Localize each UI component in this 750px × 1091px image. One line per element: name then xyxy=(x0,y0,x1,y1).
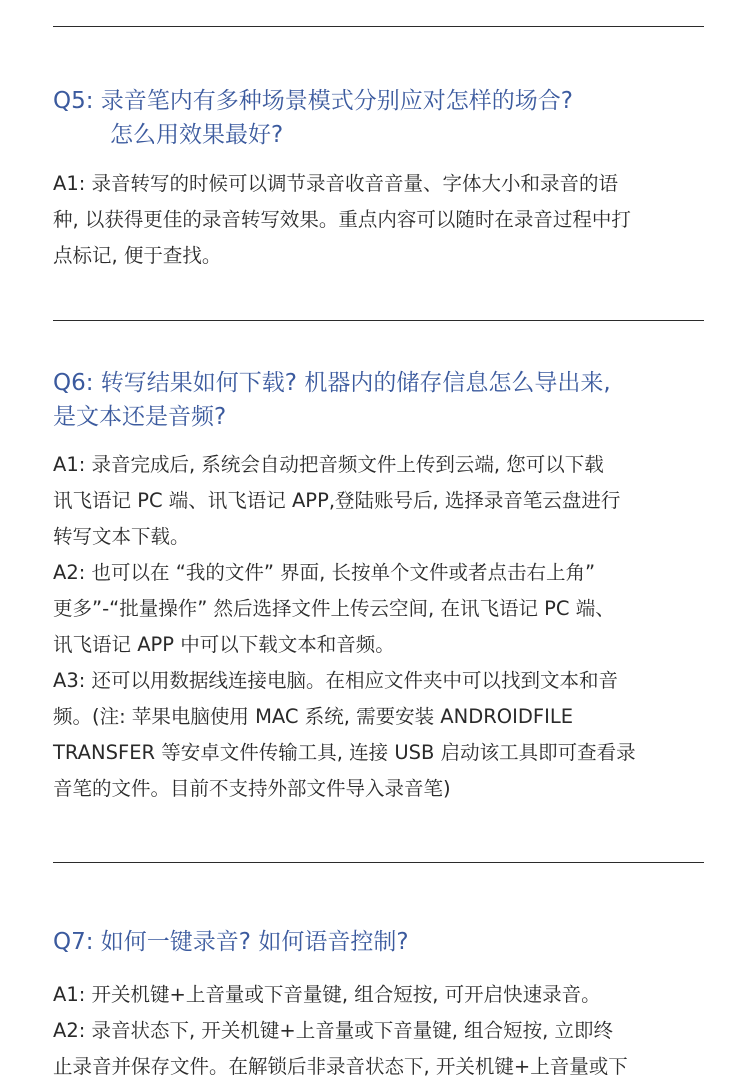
q6-answer-line: A3: 还可以用数据线连接电脑。在相应文件夹中可以找到文本和音 xyxy=(53,669,619,692)
q6-answer-line: A1: 录音完成后, 系统会自动把音频文件上传到云端, 您可以下载 xyxy=(53,453,604,476)
q5-answer-line: 点标记, 便于查找。 xyxy=(53,244,222,267)
q7-answer xyxy=(53,977,713,1085)
q5-title-line2: 怎么用效果最好? xyxy=(110,122,284,148)
q7-answer-line: 止录音并保存文件。在解锁后非录音状态下, 开关机键+上音量或下 xyxy=(53,1055,628,1078)
q6-answer-line: TRANSFER 等安卓文件传输工具, 连接 USB 启动该工具即可查看录 xyxy=(53,741,636,764)
q5-answer xyxy=(53,166,713,274)
q5-answer-line: A1: 录音转写的时候可以调节录音收音音量、字体大小和录音的语 xyxy=(53,172,619,195)
q6-answer-line: 音笔的文件。目前不支持外部文件导入录音笔) xyxy=(53,777,451,800)
q6-answer-line: 转写文本下载。 xyxy=(53,525,190,548)
q5-title xyxy=(53,84,713,152)
q6-answer-line: 讯飞语记 PC 端、讯飞语记 APP,登陆账号后, 选择录音笔云盘进行 xyxy=(53,489,621,512)
q6-title-line2: 是文本还是音频? xyxy=(53,404,227,430)
q7-answer-line: A1: 开关机键+上音量或下音量键, 组合短按, 可开启快速录音。 xyxy=(53,983,601,1006)
q7-answer-line: A2: 录音状态下, 开关机键+上音量或下音量键, 组合短按, 立即终 xyxy=(53,1019,614,1042)
q6-answer-line: 更多”-“批量操作” 然后选择文件上传云空间, 在讯飞语记 PC 端、 xyxy=(53,597,615,620)
q6-title-line1: Q6: 转写结果如何下载? 机器内的储存信息怎么导出来, xyxy=(53,370,611,396)
q6-answer xyxy=(53,447,713,807)
q7-title xyxy=(53,925,713,959)
q5-answer-line: 种, 以获得更佳的录音转写效果。重点内容可以随时在录音过程中打 xyxy=(53,208,631,231)
q6-answer-line: A2: 也可以在 “我的文件” 界面, 长按单个文件或者点击右上角” xyxy=(53,561,596,584)
q6-answer-line: 讯飞语记 APP 中可以下载文本和音频。 xyxy=(53,633,395,656)
divider-q6-q7 xyxy=(53,862,704,863)
q7-title-line1: Q7: 如何一键录音? 如何语音控制? xyxy=(53,929,409,955)
q6-title xyxy=(53,366,713,434)
divider-top xyxy=(53,26,704,27)
q6-answer-line: 频。(注: 苹果电脑使用 MAC 系统, 需要安装 ANDROIDFILE xyxy=(53,705,574,728)
divider-q5-q6 xyxy=(53,320,704,321)
q5-title-line1: Q5: 录音笔内有多种场景模式分别应对怎样的场合? xyxy=(53,88,574,114)
